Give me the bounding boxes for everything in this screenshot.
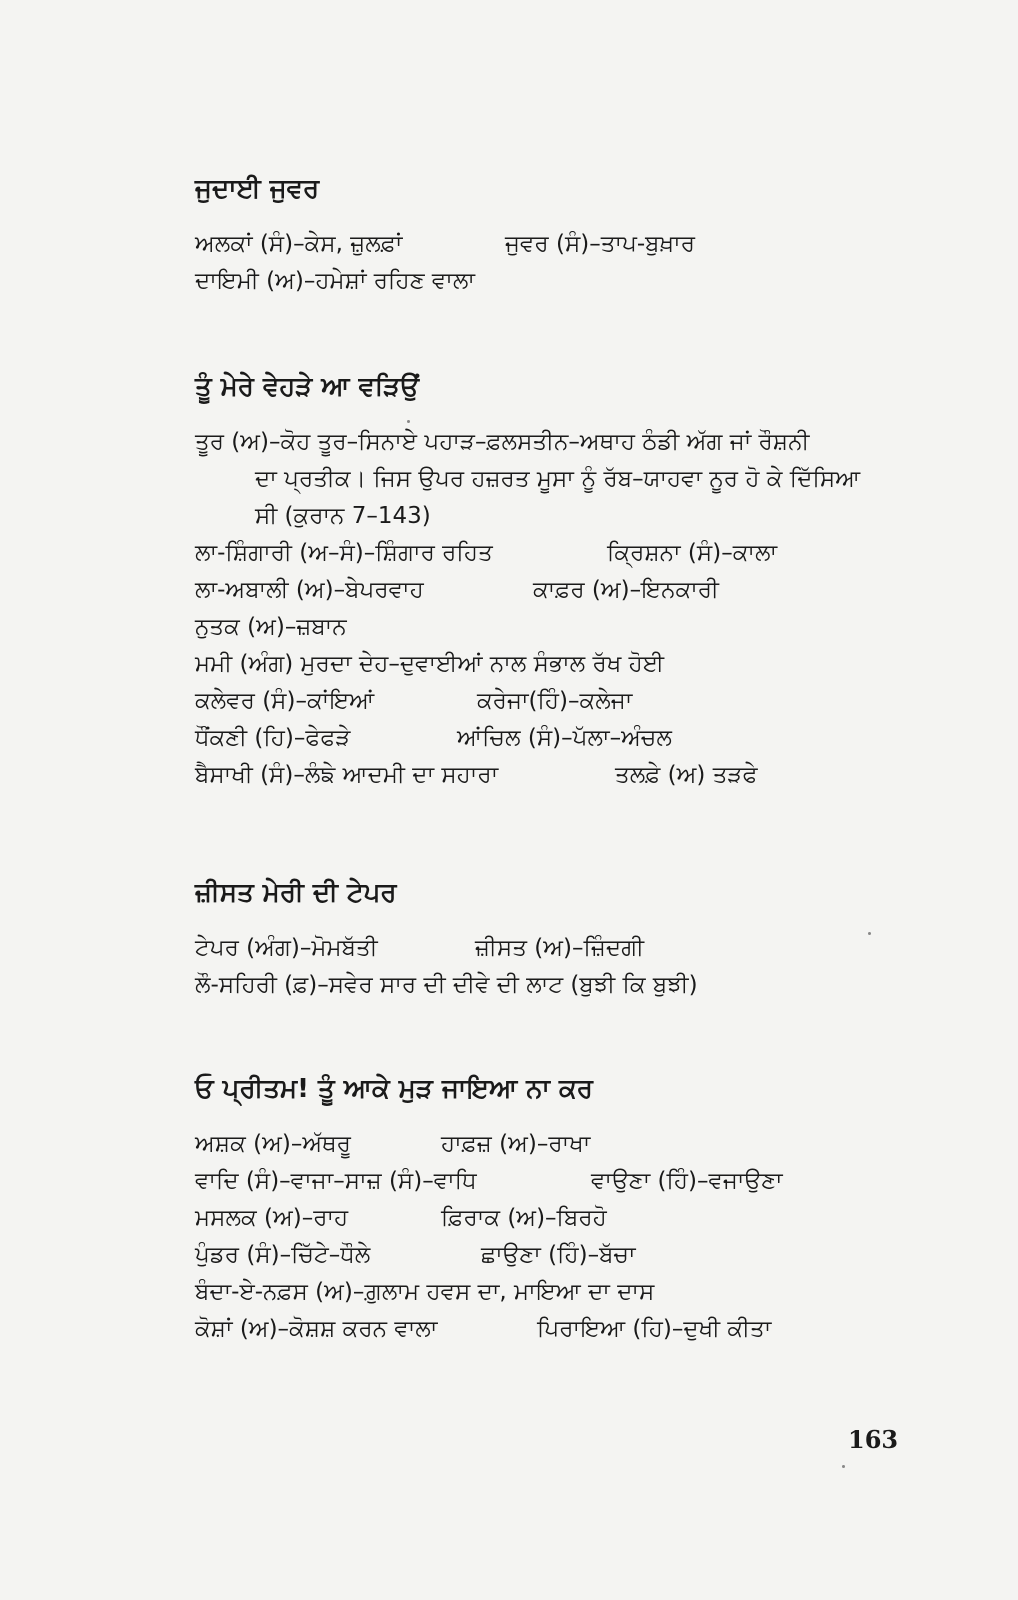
glossary-entry: ਨੁਤਕ (ਅ)–ਜ਼ਬਾਨ	[195, 614, 347, 640]
glossary-entry: ਪਿਰਾਇਆ (ਹਿ)–ਦੁਖੀ ਕੀਤਾ	[537, 1316, 772, 1342]
glossary-row	[195, 757, 915, 794]
section-heading: ਜ਼ੀਸਤ ਮੇਰੀ ਦੀ ਟੇਪਰ	[195, 878, 397, 908]
glossary-entry: ਫ਼ਿਰਾਕ (ਅ)–ਬਿਰਹੋ	[441, 1205, 607, 1231]
glossary-entry: ਕਲੇਵਰ (ਸੰ)–ਕਾਂਇਆਂ	[195, 688, 375, 714]
glossary-row	[195, 683, 915, 720]
glossary-entry: ਜੁਵਰ (ਸੰ)–ਤਾਪ-ਬੁਖ਼ਾਰ	[505, 231, 696, 257]
glossary-entry: ਅਲਕਾਂ (ਸੰ)–ਕੇਸ, ਜ਼ੁਲਫ਼ਾਂ	[195, 231, 403, 257]
glossary-row	[195, 1163, 915, 1200]
glossary-entry: ਛਾਉਣਾ (ਹਿੰ)–ਬੱਚਾ	[481, 1242, 636, 1268]
glossary-entry: ਮਮੀ (ਅੰਗ) ਮੁਰਦਾ ਦੇਹ–ਦੁਵਾਈਆਂ ਨਾਲ ਸੰਭਾਲ ਰੱਖ ਹੋਈ	[195, 651, 665, 677]
glossary-entry: ਕਾਫ਼ਰ (ਅ)–ਇਨਕਾਰੀ	[533, 577, 719, 603]
note-line: ਸੀ (ਕੁਰਾਨ 7–143)	[255, 503, 431, 529]
glossary-entry: ਲਾ-ਅਬਾਲੀ (ਅ)–ਬੇਪਰਵਾਹ	[195, 577, 424, 603]
glossary-entry: ਕੋਸ਼ਾਂ (ਅ)–ਕੋਸ਼ਸ਼ ਕਰਨ ਵਾਲਾ	[195, 1316, 438, 1342]
glossary-section-4	[195, 1072, 915, 1348]
glossary-row	[195, 1274, 915, 1311]
glossary-entry: ਕਰੇਜਾ(ਹਿੰ)–ਕਲੇਜਾ	[477, 688, 633, 714]
glossary-row	[195, 226, 915, 263]
page-number: 163	[848, 1425, 899, 1454]
glossary-entry: ਲੌ-ਸਹਿਰੀ (ਫ਼)–ਸਵੇਰ ਸਾਰ ਦੀ ਦੀਵੇ ਦੀ ਲਾਟ (ਬੁਝੀ ਕਿ ਬੁਝੀ)	[195, 972, 698, 998]
glossary-row	[195, 1200, 915, 1237]
glossary-entry: ਅਸ਼ਕ (ਅ)–ਅੱਥਰੂ	[195, 1131, 351, 1157]
glossary-row	[195, 646, 915, 683]
section-heading: ਤੂੰ ਮੇਰੇ ਵੇਹੜੇ ਆ ਵੜਿਉਂ	[195, 372, 420, 402]
scan-speck	[842, 1465, 845, 1468]
glossary-row	[195, 1126, 915, 1163]
glossary-row	[195, 930, 915, 967]
glossary-entry: ਟੇਪਰ (ਅੰਗ)–ਮੋਮਬੱਤੀ	[195, 935, 378, 961]
note-line: ਦਾ ਪ੍ਰਤੀਕ। ਜਿਸ ਉਪਰ ਹਜ਼ਰਤ ਮੂਸਾ ਨੂੰ ਰੱਬ–ਯਾਹਵਾ ਨੂਰ ਹੋ ਕੇ ਦਿੱਸਿਆ	[255, 466, 861, 492]
glossary-row	[195, 535, 915, 572]
note-line: ਤੂਰ (ਅ)–ਕੋਹ ਤੂਰ–ਸਿਨਾਏ ਪਹਾੜ–ਫ਼ਲਸਤੀਨ–ਅਥਾਹ ਠੰਡੀ ਅੱਗ ਜਾਂ ਰੌਸ਼ਨੀ	[195, 429, 810, 455]
glossary-row	[195, 609, 915, 646]
glossary-entry: ਬੈਸਾਖੀ (ਸੰ)–ਲੰਙੇ ਆਦਮੀ ਦਾ ਸਹਾਰਾ	[195, 762, 499, 788]
glossary-row	[195, 572, 915, 609]
glossary-row	[195, 1237, 915, 1274]
glossary-entry: ਪੁੰਡਰ (ਸੰ)–ਚਿੱਟੇ–ਧੌਲੇ	[195, 1242, 371, 1268]
section-heading: ਓ ਪ੍ਰੀਤਮ! ਤੂੰ ਆਕੇ ਮੁੜ ਜਾਇਆ ਨਾ ਕਰ	[195, 1074, 593, 1104]
glossary-section-1	[195, 172, 915, 300]
scan-speck	[868, 932, 871, 935]
glossary-entry: ਲਾ-ਸ਼ਿੰਗਾਰੀ (ਅ–ਸੰ)–ਸ਼ਿੰਗਾਰ ਰਹਿਤ	[195, 540, 493, 566]
glossary-section-2	[195, 370, 915, 794]
glossary-row	[195, 720, 915, 757]
glossary-entry: ਵਾਉਣਾ (ਹਿੰ)–ਵਜਾਉਣਾ	[591, 1168, 783, 1194]
glossary-entry: ਹਾਫ਼ਜ਼ (ਅ)–ਰਾਖਾ	[441, 1131, 591, 1157]
glossary-note	[195, 424, 915, 535]
glossary-entry: ਬੰਦਾ-ਏ-ਨਫ਼ਸ (ਅ)–ਗ਼ੁਲਾਮ ਹਵਸ ਦਾ, ਮਾਇਆ ਦਾ ਦਾਸ	[195, 1279, 655, 1305]
glossary-entry: ਵਾਦਿ (ਸੰ)–ਵਾਜਾ–ਸਾਜ਼ (ਸੰ)–ਵਾਧਿ	[195, 1168, 477, 1194]
glossary-entry: ਕ੍ਰਿਸ਼ਨਾ (ਸੰ)–ਕਾਲਾ	[607, 540, 778, 566]
glossary-row	[195, 967, 915, 1004]
glossary-entry: ਧੌਂਕਣੀ (ਹਿ)–ਫੇਫੜੇ	[195, 725, 351, 751]
glossary-entry: ਆਂਚਿਲ (ਸੰ)–ਪੱਲਾ–ਅੰਚਲ	[457, 725, 672, 751]
scan-speck	[407, 420, 410, 423]
glossary-row	[195, 263, 915, 300]
glossary-entry: ਤਲਫ਼ੇ (ਅ) ਤੜਫੇ	[615, 762, 758, 788]
glossary-entry: ਮਸਲਕ (ਅ)–ਰਾਹ	[195, 1205, 349, 1231]
glossary-entry: ਦਾਇਮੀ (ਅ)–ਹਮੇਸ਼ਾਂ ਰਹਿਣ ਵਾਲਾ	[195, 268, 475, 294]
glossary-entry: ਜ਼ੀਸਤ (ਅ)–ਜ਼ਿੰਦਗੀ	[475, 935, 645, 961]
glossary-row	[195, 1311, 915, 1348]
section-heading: ਜੁਦਾਈ ਜੁਵਰ	[195, 174, 320, 204]
glossary-section-3	[195, 876, 915, 1004]
